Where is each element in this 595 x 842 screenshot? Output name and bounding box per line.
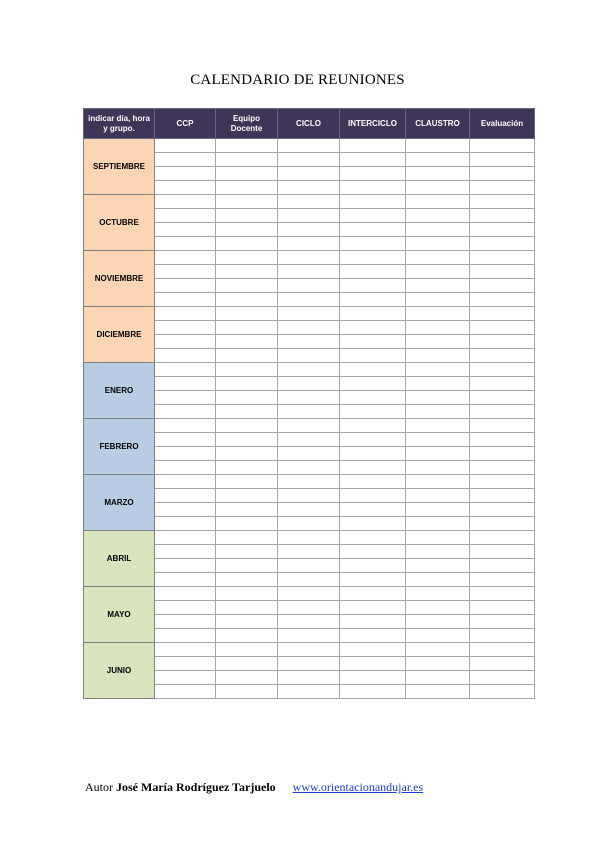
entry-cell[interactable]	[155, 685, 216, 699]
entry-cell[interactable]	[406, 321, 470, 335]
entry-cell[interactable]	[278, 503, 340, 517]
entry-cell[interactable]	[470, 671, 535, 685]
entry-cell[interactable]	[155, 643, 216, 657]
entry-cell[interactable]	[340, 545, 406, 559]
entry-cell[interactable]	[155, 671, 216, 685]
month-cell: ABRIL	[84, 531, 155, 587]
footer	[85, 780, 423, 795]
entry-cell[interactable]	[216, 195, 278, 209]
entry-cell[interactable]	[155, 167, 216, 181]
entry-cell[interactable]	[155, 391, 216, 405]
entry-cell[interactable]	[155, 223, 216, 237]
entry-cell[interactable]	[216, 503, 278, 517]
entry-cell[interactable]	[155, 279, 216, 293]
table-row	[84, 139, 535, 153]
entry-cell[interactable]	[278, 545, 340, 559]
entry-cell[interactable]	[470, 503, 535, 517]
entry-cell[interactable]	[216, 405, 278, 419]
entry-cell[interactable]	[278, 293, 340, 307]
entry-cell[interactable]	[406, 153, 470, 167]
entry-cell[interactable]	[340, 671, 406, 685]
entry-cell[interactable]	[340, 475, 406, 489]
entry-cell[interactable]	[406, 601, 470, 615]
entry-cell[interactable]	[278, 321, 340, 335]
entry-cell[interactable]	[340, 405, 406, 419]
entry-cell[interactable]	[216, 391, 278, 405]
entry-cell[interactable]	[155, 265, 216, 279]
table-row	[84, 587, 535, 601]
entry-cell[interactable]	[278, 447, 340, 461]
entry-cell[interactable]	[470, 223, 535, 237]
entry-cell[interactable]	[406, 559, 470, 573]
entry-cell[interactable]	[216, 251, 278, 265]
entry-cell[interactable]	[216, 671, 278, 685]
entry-cell[interactable]	[278, 685, 340, 699]
entry-cell[interactable]	[155, 545, 216, 559]
entry-cell[interactable]	[470, 419, 535, 433]
entry-cell[interactable]	[470, 657, 535, 671]
entry-cell[interactable]	[470, 601, 535, 615]
entry-cell[interactable]	[406, 251, 470, 265]
entry-cell[interactable]	[216, 489, 278, 503]
entry-cell[interactable]	[278, 251, 340, 265]
entry-cell[interactable]	[278, 335, 340, 349]
entry-cell[interactable]	[155, 293, 216, 307]
entry-cell[interactable]	[216, 615, 278, 629]
entry-cell[interactable]	[470, 349, 535, 363]
entry-cell[interactable]	[340, 615, 406, 629]
entry-cell[interactable]	[406, 447, 470, 461]
entry-cell[interactable]	[155, 237, 216, 251]
entry-cell[interactable]	[155, 461, 216, 475]
entry-cell[interactable]	[406, 181, 470, 195]
entry-cell[interactable]	[155, 629, 216, 643]
entry-cell[interactable]	[216, 321, 278, 335]
month-cell: NOVIEMBRE	[84, 251, 155, 307]
entry-cell[interactable]	[278, 601, 340, 615]
table-row	[84, 251, 535, 265]
footer-author-name: José María Rodríguez Tarjuelo	[116, 780, 276, 794]
entry-cell[interactable]	[216, 335, 278, 349]
entry-cell[interactable]	[340, 209, 406, 223]
header-equipo-docente: Equipo Docente	[216, 109, 278, 139]
entry-cell[interactable]	[216, 265, 278, 279]
entry-cell[interactable]	[340, 349, 406, 363]
calendar-body	[84, 139, 535, 699]
entry-cell[interactable]	[406, 475, 470, 489]
entry-cell[interactable]	[155, 195, 216, 209]
entry-cell[interactable]	[278, 559, 340, 573]
entry-cell[interactable]	[340, 419, 406, 433]
entry-cell[interactable]	[406, 279, 470, 293]
entry-cell[interactable]	[406, 363, 470, 377]
entry-cell[interactable]	[278, 419, 340, 433]
entry-cell[interactable]	[216, 139, 278, 153]
entry-cell[interactable]	[155, 419, 216, 433]
table-row	[84, 419, 535, 433]
entry-cell[interactable]	[340, 363, 406, 377]
entry-cell[interactable]	[216, 447, 278, 461]
entry-cell[interactable]	[470, 461, 535, 475]
entry-cell[interactable]	[155, 447, 216, 461]
entry-cell[interactable]	[340, 279, 406, 293]
entry-cell[interactable]	[278, 391, 340, 405]
entry-cell[interactable]	[278, 405, 340, 419]
entry-cell[interactable]	[216, 461, 278, 475]
entry-cell[interactable]	[155, 433, 216, 447]
entry-cell[interactable]	[406, 335, 470, 349]
entry-cell[interactable]	[340, 503, 406, 517]
entry-cell[interactable]	[216, 181, 278, 195]
entry-cell[interactable]	[340, 531, 406, 545]
entry-cell[interactable]	[406, 293, 470, 307]
entry-cell[interactable]	[340, 685, 406, 699]
entry-cell[interactable]	[155, 153, 216, 167]
entry-cell[interactable]	[155, 573, 216, 587]
month-cell: MAYO	[84, 587, 155, 643]
entry-cell[interactable]	[216, 223, 278, 237]
entry-cell[interactable]	[155, 209, 216, 223]
entry-cell[interactable]	[216, 475, 278, 489]
entry-cell[interactable]	[278, 279, 340, 293]
entry-cell[interactable]	[340, 153, 406, 167]
table-row	[84, 475, 535, 489]
entry-cell[interactable]	[278, 153, 340, 167]
entry-cell[interactable]	[470, 167, 535, 181]
entry-cell[interactable]	[278, 461, 340, 475]
entry-cell[interactable]	[470, 615, 535, 629]
entry-cell[interactable]	[278, 167, 340, 181]
entry-cell[interactable]	[406, 643, 470, 657]
entry-cell[interactable]	[470, 685, 535, 699]
entry-cell[interactable]	[216, 237, 278, 251]
entry-cell[interactable]	[278, 489, 340, 503]
entry-cell[interactable]	[406, 419, 470, 433]
entry-cell[interactable]	[340, 573, 406, 587]
entry-cell[interactable]	[155, 335, 216, 349]
entry-cell[interactable]	[470, 559, 535, 573]
entry-cell[interactable]	[340, 265, 406, 279]
entry-cell[interactable]	[470, 587, 535, 601]
entry-cell[interactable]	[155, 503, 216, 517]
entry-cell[interactable]	[406, 657, 470, 671]
table-row	[84, 643, 535, 657]
entry-cell[interactable]	[155, 181, 216, 195]
entry-cell[interactable]	[340, 307, 406, 321]
entry-cell[interactable]	[278, 307, 340, 321]
entry-cell[interactable]	[155, 405, 216, 419]
entry-cell[interactable]	[155, 307, 216, 321]
entry-cell[interactable]	[278, 587, 340, 601]
entry-cell[interactable]	[406, 405, 470, 419]
entry-cell[interactable]	[406, 671, 470, 685]
entry-cell[interactable]	[216, 531, 278, 545]
entry-cell[interactable]	[340, 489, 406, 503]
entry-cell[interactable]	[406, 223, 470, 237]
entry-cell[interactable]	[470, 321, 535, 335]
entry-cell[interactable]	[216, 167, 278, 181]
header-row	[84, 109, 535, 139]
header-day-time-group: indicar día, hora y grupo.	[84, 109, 155, 139]
entry-cell[interactable]	[216, 629, 278, 643]
entry-cell[interactable]	[470, 153, 535, 167]
month-cell: MARZO	[84, 475, 155, 531]
entry-cell[interactable]	[340, 223, 406, 237]
month-cell: FEBRERO	[84, 419, 155, 475]
header-evaluacion: Evaluación	[470, 109, 535, 139]
entry-cell[interactable]	[278, 475, 340, 489]
entry-cell[interactable]	[278, 643, 340, 657]
entry-cell[interactable]	[155, 587, 216, 601]
entry-cell[interactable]	[340, 293, 406, 307]
entry-cell[interactable]	[470, 489, 535, 503]
entry-cell[interactable]	[340, 195, 406, 209]
entry-cell[interactable]	[406, 349, 470, 363]
entry-cell[interactable]	[340, 251, 406, 265]
footer-website-link[interactable]: www.orientacionandujar.es	[292, 780, 424, 794]
entry-cell[interactable]	[470, 307, 535, 321]
entry-cell[interactable]	[470, 629, 535, 643]
entry-cell[interactable]	[278, 629, 340, 643]
entry-cell[interactable]	[155, 559, 216, 573]
entry-cell[interactable]	[216, 657, 278, 671]
entry-cell[interactable]	[216, 209, 278, 223]
entry-cell[interactable]	[470, 237, 535, 251]
entry-cell[interactable]	[406, 433, 470, 447]
entry-cell[interactable]	[340, 447, 406, 461]
entry-cell[interactable]	[340, 139, 406, 153]
entry-cell[interactable]	[470, 447, 535, 461]
entry-cell[interactable]	[470, 545, 535, 559]
entry-cell[interactable]	[155, 517, 216, 531]
entry-cell[interactable]	[406, 139, 470, 153]
entry-cell[interactable]	[406, 391, 470, 405]
entry-cell[interactable]	[340, 391, 406, 405]
entry-cell[interactable]	[340, 461, 406, 475]
entry-cell[interactable]	[216, 307, 278, 321]
entry-cell[interactable]	[340, 167, 406, 181]
entry-cell[interactable]	[340, 335, 406, 349]
entry-cell[interactable]	[155, 321, 216, 335]
table-row	[84, 307, 535, 321]
entry-cell[interactable]	[340, 601, 406, 615]
entry-cell[interactable]	[216, 517, 278, 531]
entry-cell[interactable]	[216, 363, 278, 377]
entry-cell[interactable]	[470, 139, 535, 153]
entry-cell[interactable]	[406, 307, 470, 321]
entry-cell[interactable]	[340, 181, 406, 195]
entry-cell[interactable]	[340, 321, 406, 335]
entry-cell[interactable]	[155, 531, 216, 545]
entry-cell[interactable]	[216, 419, 278, 433]
month-cell: SEPTIEMBRE	[84, 139, 155, 195]
entry-cell[interactable]	[470, 363, 535, 377]
entry-cell[interactable]	[470, 195, 535, 209]
entry-cell[interactable]	[155, 377, 216, 391]
entry-cell[interactable]	[470, 433, 535, 447]
entry-cell[interactable]	[470, 265, 535, 279]
entry-cell[interactable]	[470, 475, 535, 489]
entry-cell[interactable]	[470, 517, 535, 531]
entry-cell[interactable]	[216, 685, 278, 699]
entry-cell[interactable]	[155, 139, 216, 153]
entry-cell[interactable]	[406, 209, 470, 223]
entry-cell[interactable]	[216, 643, 278, 657]
entry-cell[interactable]	[470, 405, 535, 419]
entry-cell[interactable]	[406, 195, 470, 209]
page-title: CALENDARIO DE REUNIONES	[190, 72, 405, 88]
entry-cell[interactable]	[155, 349, 216, 363]
entry-cell[interactable]	[278, 265, 340, 279]
entry-cell[interactable]	[340, 643, 406, 657]
entry-cell[interactable]	[278, 433, 340, 447]
entry-cell[interactable]	[216, 293, 278, 307]
entry-cell[interactable]	[406, 461, 470, 475]
entry-cell[interactable]	[278, 615, 340, 629]
meetings-calendar-table	[83, 108, 535, 699]
entry-cell[interactable]	[278, 363, 340, 377]
entry-cell[interactable]	[216, 573, 278, 587]
entry-cell[interactable]	[406, 237, 470, 251]
entry-cell[interactable]	[278, 209, 340, 223]
entry-cell[interactable]	[406, 489, 470, 503]
entry-cell[interactable]	[216, 433, 278, 447]
entry-cell[interactable]	[470, 377, 535, 391]
entry-cell[interactable]	[216, 587, 278, 601]
header-ccp: CCP	[155, 109, 216, 139]
entry-cell[interactable]	[470, 279, 535, 293]
entry-cell[interactable]	[216, 545, 278, 559]
entry-cell[interactable]	[470, 531, 535, 545]
entry-cell[interactable]	[278, 237, 340, 251]
month-cell: OCTUBRE	[84, 195, 155, 251]
entry-cell[interactable]	[278, 349, 340, 363]
entry-cell[interactable]	[406, 573, 470, 587]
entry-cell[interactable]	[340, 657, 406, 671]
entry-cell[interactable]	[155, 363, 216, 377]
entry-cell[interactable]	[470, 181, 535, 195]
entry-cell[interactable]	[340, 559, 406, 573]
entry-cell[interactable]	[406, 531, 470, 545]
entry-cell[interactable]	[406, 503, 470, 517]
entry-cell[interactable]	[470, 209, 535, 223]
header-claustro: CLAUSTRO	[406, 109, 470, 139]
entry-cell[interactable]	[406, 167, 470, 181]
entry-cell[interactable]	[406, 629, 470, 643]
entry-cell[interactable]	[278, 223, 340, 237]
table-row	[84, 195, 535, 209]
month-cell: ENERO	[84, 363, 155, 419]
month-cell: DICIEMBRE	[84, 307, 155, 363]
entry-cell[interactable]	[278, 573, 340, 587]
entry-cell[interactable]	[340, 237, 406, 251]
entry-cell[interactable]	[278, 671, 340, 685]
entry-cell[interactable]	[216, 279, 278, 293]
entry-cell[interactable]	[155, 475, 216, 489]
entry-cell[interactable]	[216, 559, 278, 573]
entry-cell[interactable]	[278, 657, 340, 671]
entry-cell[interactable]	[406, 587, 470, 601]
entry-cell[interactable]	[406, 377, 470, 391]
entry-cell[interactable]	[155, 657, 216, 671]
entry-cell[interactable]	[340, 517, 406, 531]
entry-cell[interactable]	[340, 587, 406, 601]
entry-cell[interactable]	[470, 293, 535, 307]
table-row	[84, 363, 535, 377]
entry-cell[interactable]	[340, 377, 406, 391]
entry-cell[interactable]	[340, 433, 406, 447]
entry-cell[interactable]	[155, 251, 216, 265]
entry-cell[interactable]	[470, 573, 535, 587]
month-cell: JUNIO	[84, 643, 155, 699]
entry-cell[interactable]	[406, 545, 470, 559]
entry-cell[interactable]	[155, 615, 216, 629]
entry-cell[interactable]	[340, 629, 406, 643]
header-interciclo: INTERCICLO	[340, 109, 406, 139]
entry-cell[interactable]	[216, 153, 278, 167]
entry-cell[interactable]	[278, 517, 340, 531]
entry-cell[interactable]	[470, 391, 535, 405]
table-row	[84, 531, 535, 545]
entry-cell[interactable]	[278, 531, 340, 545]
entry-cell[interactable]	[216, 377, 278, 391]
entry-cell[interactable]	[406, 615, 470, 629]
entry-cell[interactable]	[216, 601, 278, 615]
entry-cell[interactable]	[278, 195, 340, 209]
entry-cell[interactable]	[278, 181, 340, 195]
entry-cell[interactable]	[216, 349, 278, 363]
entry-cell[interactable]	[406, 265, 470, 279]
header-ciclo: CICLO	[278, 109, 340, 139]
entry-cell[interactable]	[278, 139, 340, 153]
entry-cell[interactable]	[155, 601, 216, 615]
footer-author-prefix: Autor	[85, 780, 113, 794]
entry-cell[interactable]	[470, 335, 535, 349]
entry-cell[interactable]	[470, 251, 535, 265]
entry-cell[interactable]	[406, 517, 470, 531]
entry-cell[interactable]	[406, 685, 470, 699]
entry-cell[interactable]	[278, 377, 340, 391]
entry-cell[interactable]	[155, 489, 216, 503]
entry-cell[interactable]	[470, 643, 535, 657]
